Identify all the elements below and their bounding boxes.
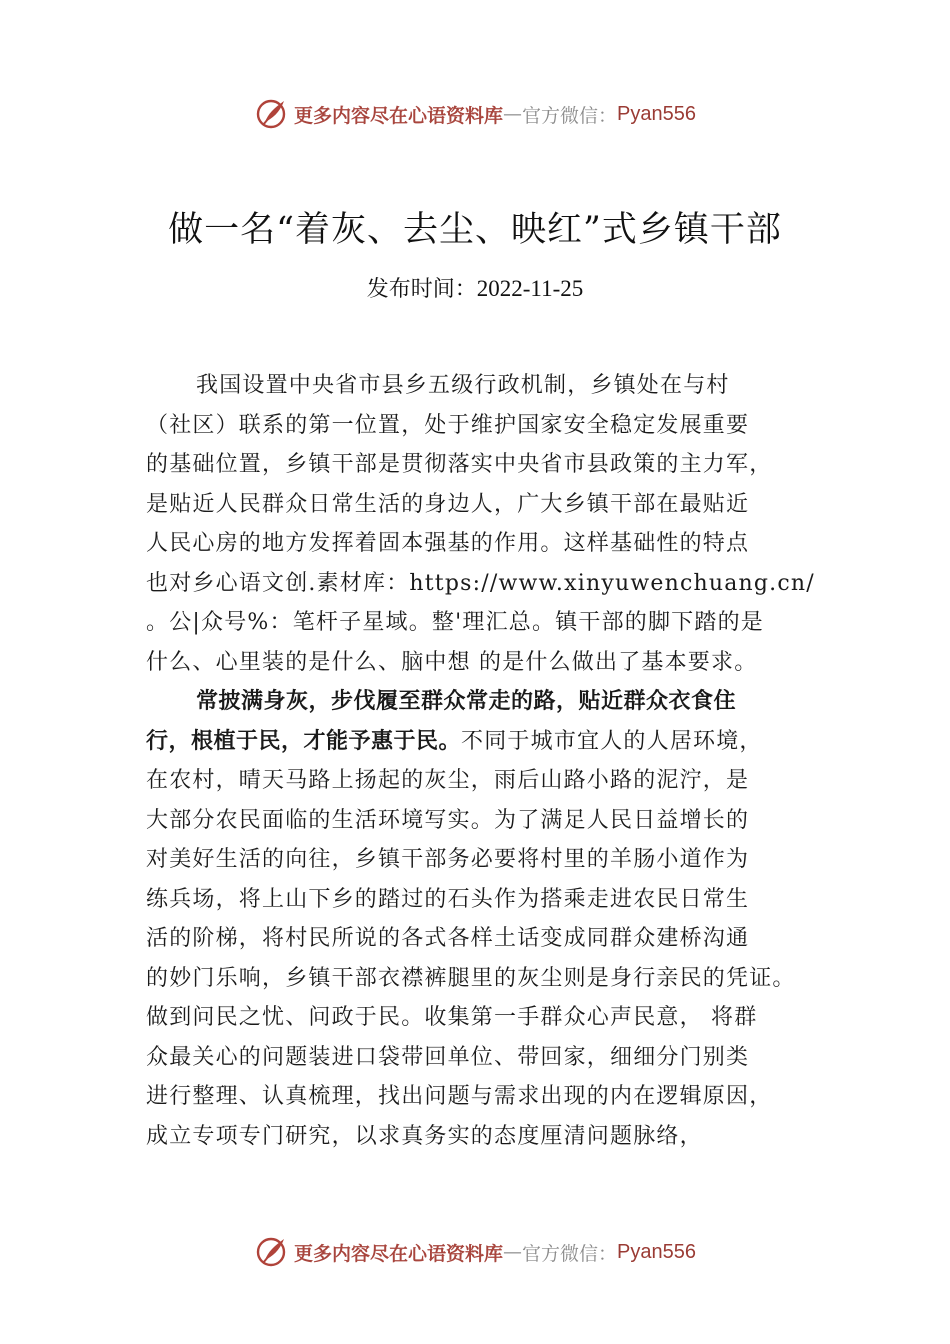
body-text: 不同于城市宜人的人居环境， [461,728,763,754]
body-line: 的妙门乐响，乡镇干部衣襟裤腿里的灰尘则是身行亲民的凭证。 [146,965,796,991]
body-line: 。公|众号%：笔杆子星域。整'理汇总。镇干部的脚下踏的是 [146,610,764,635]
body-line: 我国设置中央省市县乡五级行政机制，乡镇处在与村 [196,373,730,398]
quill-logo-icon [254,1234,290,1270]
body-line: 成立专项专门研究，以求真务实的态度厘清问题脉络， [146,1123,703,1149]
body-line: 是贴近人民群众日常生活的身边人，广大乡镇干部在最贴近 [146,491,750,517]
banner-brand: 更多内容尽在心语资料库 [294,104,504,127]
body-line: 活的阶梯，将村民所说的各式各样土话变成同群众建桥沟通 [146,926,750,951]
header-banner [0,94,950,134]
banner-wechat-id: Pyan556 [617,1240,696,1263]
banner-separator: — [503,1241,523,1263]
bold-lead-1: 常披满身灰，步伐履至群众常走的路，贴近群众衣食住 [196,689,737,714]
article-body [146,366,836,1156]
body-line: 也对乡心语文创.素材库：https://www.xinyuwenchuang.cn/ [146,570,815,596]
body-line: 练兵场，将上山下乡的踏过的石头作为搭乘走进农民日常生 [146,886,750,912]
article-title: 做一名“着灰、去尘、映红”式乡镇干部 [168,210,782,250]
publish-date [0,272,950,303]
date-label: 发布时间： [366,277,477,302]
banner-wechat-label: 官方微信： [522,104,618,127]
quill-logo-icon [254,96,290,132]
body-line: 人民心房的地方发挥着固本强基的作用。这样基础性的特点 [146,531,750,556]
body-line: 什么、心里装的是什么、脑中想 的是什么做出了基本要求。 [146,649,758,675]
body-line-bold [146,682,836,722]
body-line: 做到问民之忧、问政于民。收集第一手群众心声民意， 将群 [146,1005,758,1030]
bold-lead-2: 行，根植于民，才能予惠于民。 [146,728,462,754]
body-line: 对美好生活的向往，乡镇干部务必要将村里的羊肠小道作为 [146,847,750,872]
footer-banner [0,1232,950,1272]
body-line: 在农村，晴天马路上扬起的灰尘，雨后山路小路的泥泞，是 [146,768,750,793]
body-line: （社区）联系的第一位置，处于维护国家安全稳定发展重要 [146,412,750,438]
banner-wechat-label: 官方微信： [522,1242,618,1265]
body-line-mixed [146,722,836,762]
body-line: 众最关心的问题装进口袋带回单位、带回家，细细分门别类 [146,1044,750,1070]
body-line: 大部分农民面临的生活环境写实。为了满足人民日益增长的 [146,807,750,833]
banner-brand: 更多内容尽在心语资料库 [294,1242,504,1265]
banner-separator: — [503,103,523,125]
body-line: 的基础位置，乡镇干部是贯彻落实中央省市县政策的主力军， [146,452,773,477]
date-value: 2022-11-25 [476,276,584,301]
banner-wechat-id: Pyan556 [617,102,696,125]
body-line: 进行整理、认真梳理，找出问题与需求出现的内在逻辑原因， [146,1084,773,1109]
